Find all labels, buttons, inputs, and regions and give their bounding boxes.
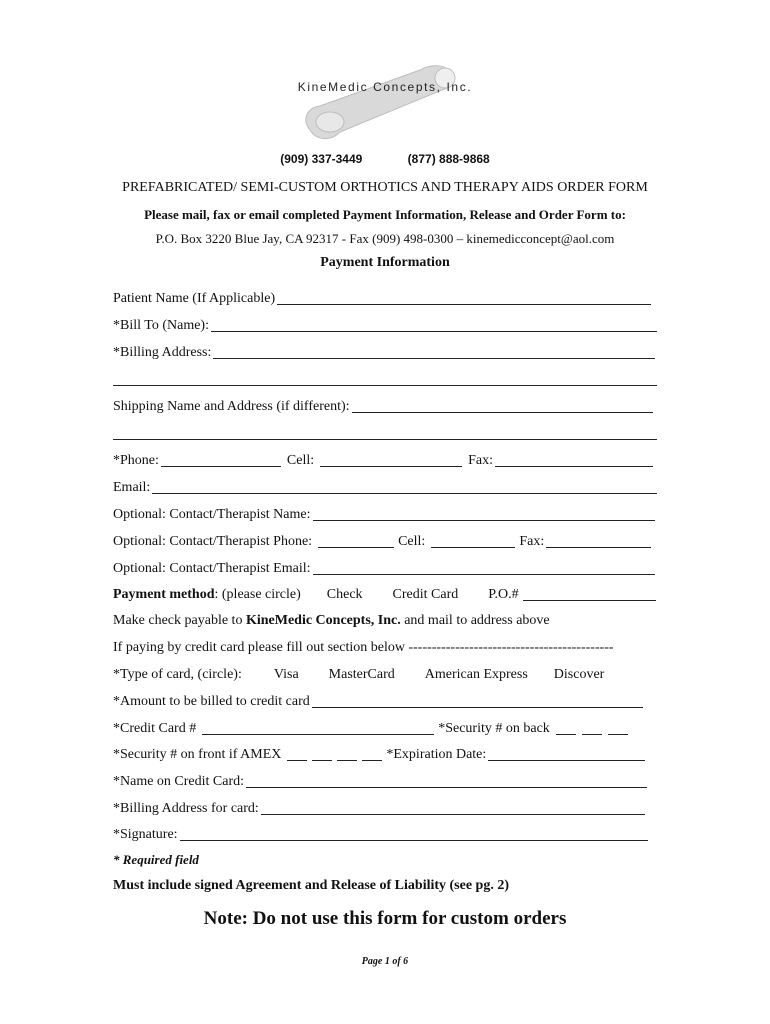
patient-name-field[interactable] xyxy=(277,290,651,305)
patient-name-label: Patient Name (If Applicable) xyxy=(113,291,276,306)
credit-card-instruction-row xyxy=(113,638,657,656)
check-line-company: KineMedic Concepts, Inc. xyxy=(245,613,401,628)
payment-method-label: Payment method xyxy=(113,587,215,602)
required-field-note: * Required field xyxy=(113,852,199,867)
form-title: PREFABRICATED/ SEMI-CUSTOM ORTHOTICS AND THERAPY AIDS ORDER FORM xyxy=(122,180,648,195)
card-type-row xyxy=(113,665,657,683)
card-name-row xyxy=(113,772,647,790)
security-back-digit-3[interactable] xyxy=(608,720,628,735)
payment-option-check[interactable]: Check xyxy=(326,587,363,602)
signature-field[interactable] xyxy=(180,826,648,841)
billing-address-row xyxy=(113,343,655,361)
fax-label: Fax: xyxy=(468,453,494,468)
phone-1: (909) 337-3449 xyxy=(280,152,363,166)
contact-fax-field[interactable] xyxy=(546,533,651,548)
bill-to-row xyxy=(113,316,657,334)
phone-numbers xyxy=(0,152,770,166)
card-number-row xyxy=(113,719,645,737)
card-billing-label: *Billing Address for card: xyxy=(113,801,259,816)
check-line-post: and mail to address above xyxy=(400,613,550,628)
phone-label: *Phone: xyxy=(113,453,159,468)
card-name-label: *Name on Credit Card: xyxy=(113,774,245,789)
card-type-discover[interactable]: Discover xyxy=(553,667,605,682)
card-type-amex[interactable]: American Express xyxy=(424,667,528,682)
card-type-visa[interactable]: Visa xyxy=(273,667,299,682)
contact-name-label: Optional: Contact/Therapist Name: xyxy=(113,507,311,522)
amount-field[interactable] xyxy=(312,693,643,708)
contact-email-label: Optional: Contact/Therapist Email: xyxy=(113,561,311,576)
shipping-row xyxy=(113,397,653,415)
signature-row xyxy=(113,825,648,843)
shipping-label: Shipping Name and Address (if different): xyxy=(113,399,350,414)
contact-phone-field[interactable] xyxy=(318,533,394,548)
card-type-mastercard[interactable]: MasterCard xyxy=(328,667,395,682)
payment-method-row xyxy=(113,585,656,603)
email-row xyxy=(113,478,657,496)
amount-row xyxy=(113,692,643,710)
card-number-label: *Credit Card # xyxy=(113,721,197,736)
shipping-field[interactable] xyxy=(352,398,653,413)
cell-label: Cell: xyxy=(286,453,315,468)
page-number: Page 1 of 6 xyxy=(361,956,409,967)
payment-option-po[interactable]: P.O.# xyxy=(488,587,519,602)
card-type-label: *Type of card, (circle): xyxy=(113,667,242,682)
payment-method-suffix: : (please circle) xyxy=(214,587,301,602)
custom-orders-note: Note: Do not use this form for custom orders xyxy=(203,908,567,929)
security-front-digit-2[interactable] xyxy=(312,746,332,761)
check-line-pre: Make check payable to xyxy=(113,613,246,628)
card-billing-row xyxy=(113,799,645,817)
po-number-field[interactable] xyxy=(523,586,656,601)
instruction-text: Please mail, fax or email completed Payment Information, Release and Order Form to: xyxy=(144,207,626,222)
phone-2: (877) 888-9868 xyxy=(407,152,490,166)
expiration-label: *Expiration Date: xyxy=(386,747,487,762)
bill-to-field[interactable] xyxy=(211,317,657,332)
card-billing-field[interactable] xyxy=(261,800,645,815)
signature-label: *Signature: xyxy=(113,827,178,842)
email-label: Email: xyxy=(113,480,151,495)
company-name: KineMedic Concepts, Inc. xyxy=(297,80,473,94)
payment-option-credit-card[interactable]: Credit Card xyxy=(392,587,459,602)
security-front-row xyxy=(113,745,645,763)
security-front-label: *Security # on front if AMEX xyxy=(113,747,282,762)
phone-row xyxy=(113,451,653,469)
contact-name-field[interactable] xyxy=(313,506,655,521)
address-line: P.O. Box 3220 Blue Jay, CA 92317 - Fax (909) 498-0300 – kinemedicconcept@aol.com xyxy=(155,231,615,246)
security-back-label: *Security # on back xyxy=(438,721,550,736)
card-name-field[interactable] xyxy=(246,773,647,788)
phone-field[interactable] xyxy=(161,452,281,467)
security-back-digit-2[interactable] xyxy=(582,720,602,735)
contact-name-row xyxy=(113,505,655,523)
credit-card-instruction: If paying by credit card please fill out section below -------------------------------------------- xyxy=(113,640,614,655)
shipping-row-2 xyxy=(113,424,657,442)
cell-field[interactable] xyxy=(320,452,462,467)
bill-to-label: *Bill To (Name): xyxy=(113,318,209,333)
contact-fax-label: Fax: xyxy=(519,534,545,549)
contact-phone-row xyxy=(113,532,651,550)
email-field[interactable] xyxy=(152,479,657,494)
security-front-digit-4[interactable] xyxy=(362,746,382,761)
contact-cell-field[interactable] xyxy=(431,533,515,548)
section-title: Payment Information xyxy=(320,255,450,270)
wrench-logo-icon xyxy=(300,60,470,150)
check-payable-row xyxy=(113,611,657,629)
security-front-digit-1[interactable] xyxy=(287,746,307,761)
patient-name-row xyxy=(113,289,651,307)
contact-phone-label: Optional: Contact/Therapist Phone: xyxy=(113,534,313,549)
amount-label: *Amount to be billed to credit card xyxy=(113,694,310,709)
fax-field[interactable] xyxy=(495,452,653,467)
billing-address-label: *Billing Address: xyxy=(113,345,212,360)
billing-address-field[interactable] xyxy=(213,344,655,359)
expiration-field[interactable] xyxy=(488,746,645,761)
security-back-digit-1[interactable] xyxy=(556,720,576,735)
contact-email-field[interactable] xyxy=(313,560,655,575)
contact-email-row xyxy=(113,559,655,577)
security-front-digit-3[interactable] xyxy=(337,746,357,761)
billing-address-row-2 xyxy=(113,370,657,388)
must-include-note: Must include signed Agreement and Release of Liability (see pg. 2) xyxy=(113,878,510,893)
contact-cell-label: Cell: xyxy=(398,534,426,549)
shipping-field-2[interactable] xyxy=(113,425,657,440)
card-number-field[interactable] xyxy=(202,720,434,735)
billing-address-field-2[interactable] xyxy=(113,371,657,386)
